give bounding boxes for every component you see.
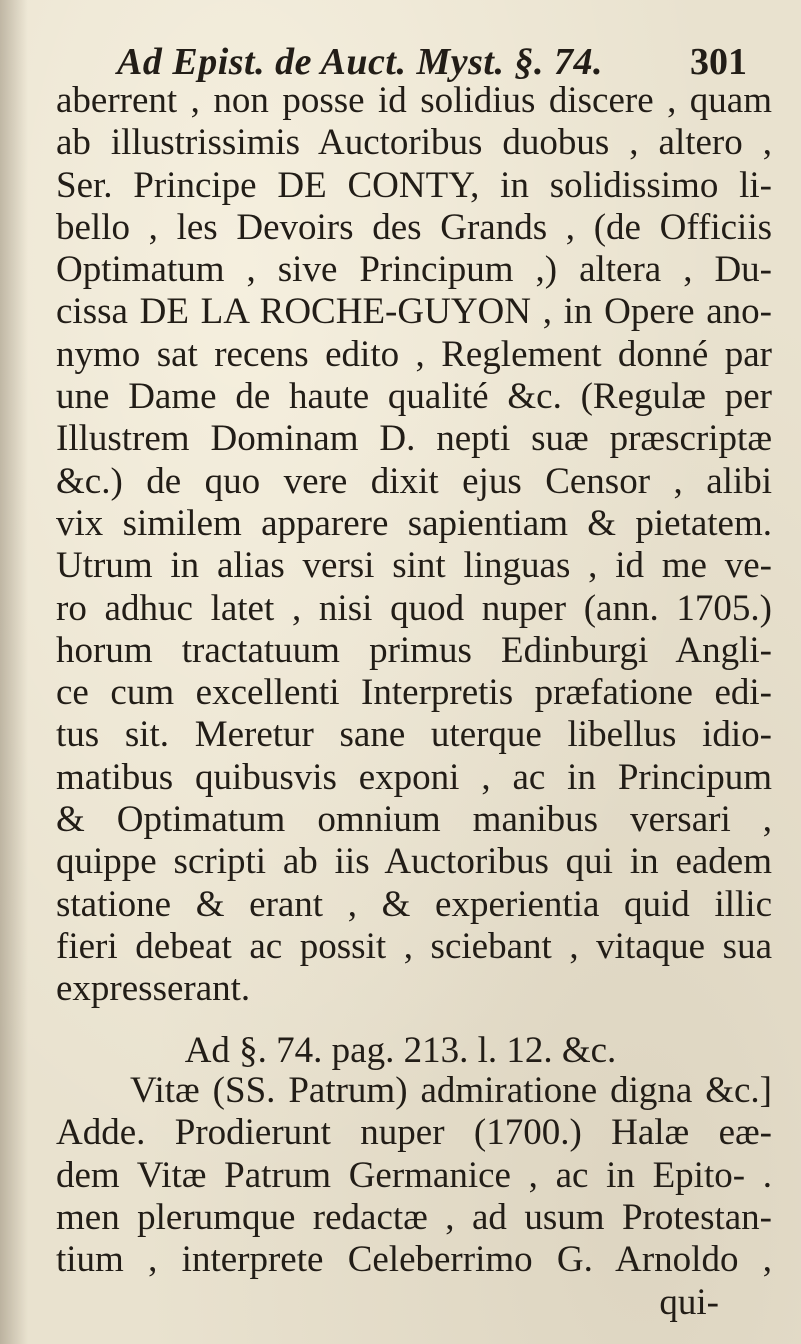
paragraph-2 [56,1070,772,1281]
text-line: vix similem apparere sapientiam & pietatem. [56,502,772,544]
running-head [117,40,747,84]
section-heading: Ad §. 74. pag. 213. l. 12. &c. [184,1030,617,1071]
text-line: Ser. Principe DE CONTY, in solidissimo li- [56,164,772,206]
text-line: matibus quibusvis exponi , ac in Principum [56,756,772,798]
text-line: Utrum in alias versi sint linguas , id me ve- [56,545,772,587]
text-line: ab illustrissimis Auctoribus duobus , altero , [56,122,772,164]
text-line: Adde. Prodierunt nuper (1700.) Halæ eæ- [56,1112,772,1154]
text-line: tus sit. Meretur sane uterque libellus idio- [56,714,772,756]
binding-shadow [0,0,28,1344]
text-line: horum tractatuum primus Edinburgi Angli- [56,629,772,671]
text-line: expresserant. [56,968,251,1010]
catchword: qui- [659,1282,719,1323]
text-line: ro adhuc latet , nisi quod nuper (ann. 1705.) [56,587,772,629]
text-line: bello , les Devoirs des Grands , (de Officiis [56,206,772,248]
text-line: dem Vitæ Patrum Germanice , ac in Epito- . [56,1154,772,1196]
text-line: cissa DE LA ROCHE-GUYON , in Opere ano- [56,291,772,333]
running-head-title: Ad Epist. de Auct. Myst. §. 74. [117,41,603,83]
text-line: men plerumque redactæ , ad usum Protestan- [56,1196,772,1238]
text-line: nymo sat recens edito , Reglement donné par [56,333,772,375]
paragraph-1 [56,80,772,1011]
text-line: tium , interprete Celeberrimo G. Arnoldo , [56,1239,772,1281]
text-line: Illustrem Dominam D. nepti suæ præscriptæ [56,418,772,460]
text-line: quippe scripti ab iis Auctoribus qui in eadem [56,841,772,883]
text-line: une Dame de haute qualité &c. (Regulæ per [56,376,772,418]
text-line: ce cum excellenti Interpretis præfatione edi- [56,672,772,714]
text-line: &c.) de quo vere dixit ejus Censor , alibi [56,460,772,502]
page-number: 301 [690,41,747,83]
text-line: Vitæ (SS. Patrum) admiratione digna &c.] [130,1070,772,1111]
text-line: & Optimatum omnium manibus versari , [56,799,772,841]
text-line: aberrent , non posse id solidius discere , quam [56,80,772,121]
text-line: fieri debeat ac possit , sciebant , vitaque sua [56,925,772,967]
text-line: statione & erant , & experientia quid illic [56,883,772,925]
text-line: Optimatum , sive Principum ,) altera , Du- [56,249,772,291]
